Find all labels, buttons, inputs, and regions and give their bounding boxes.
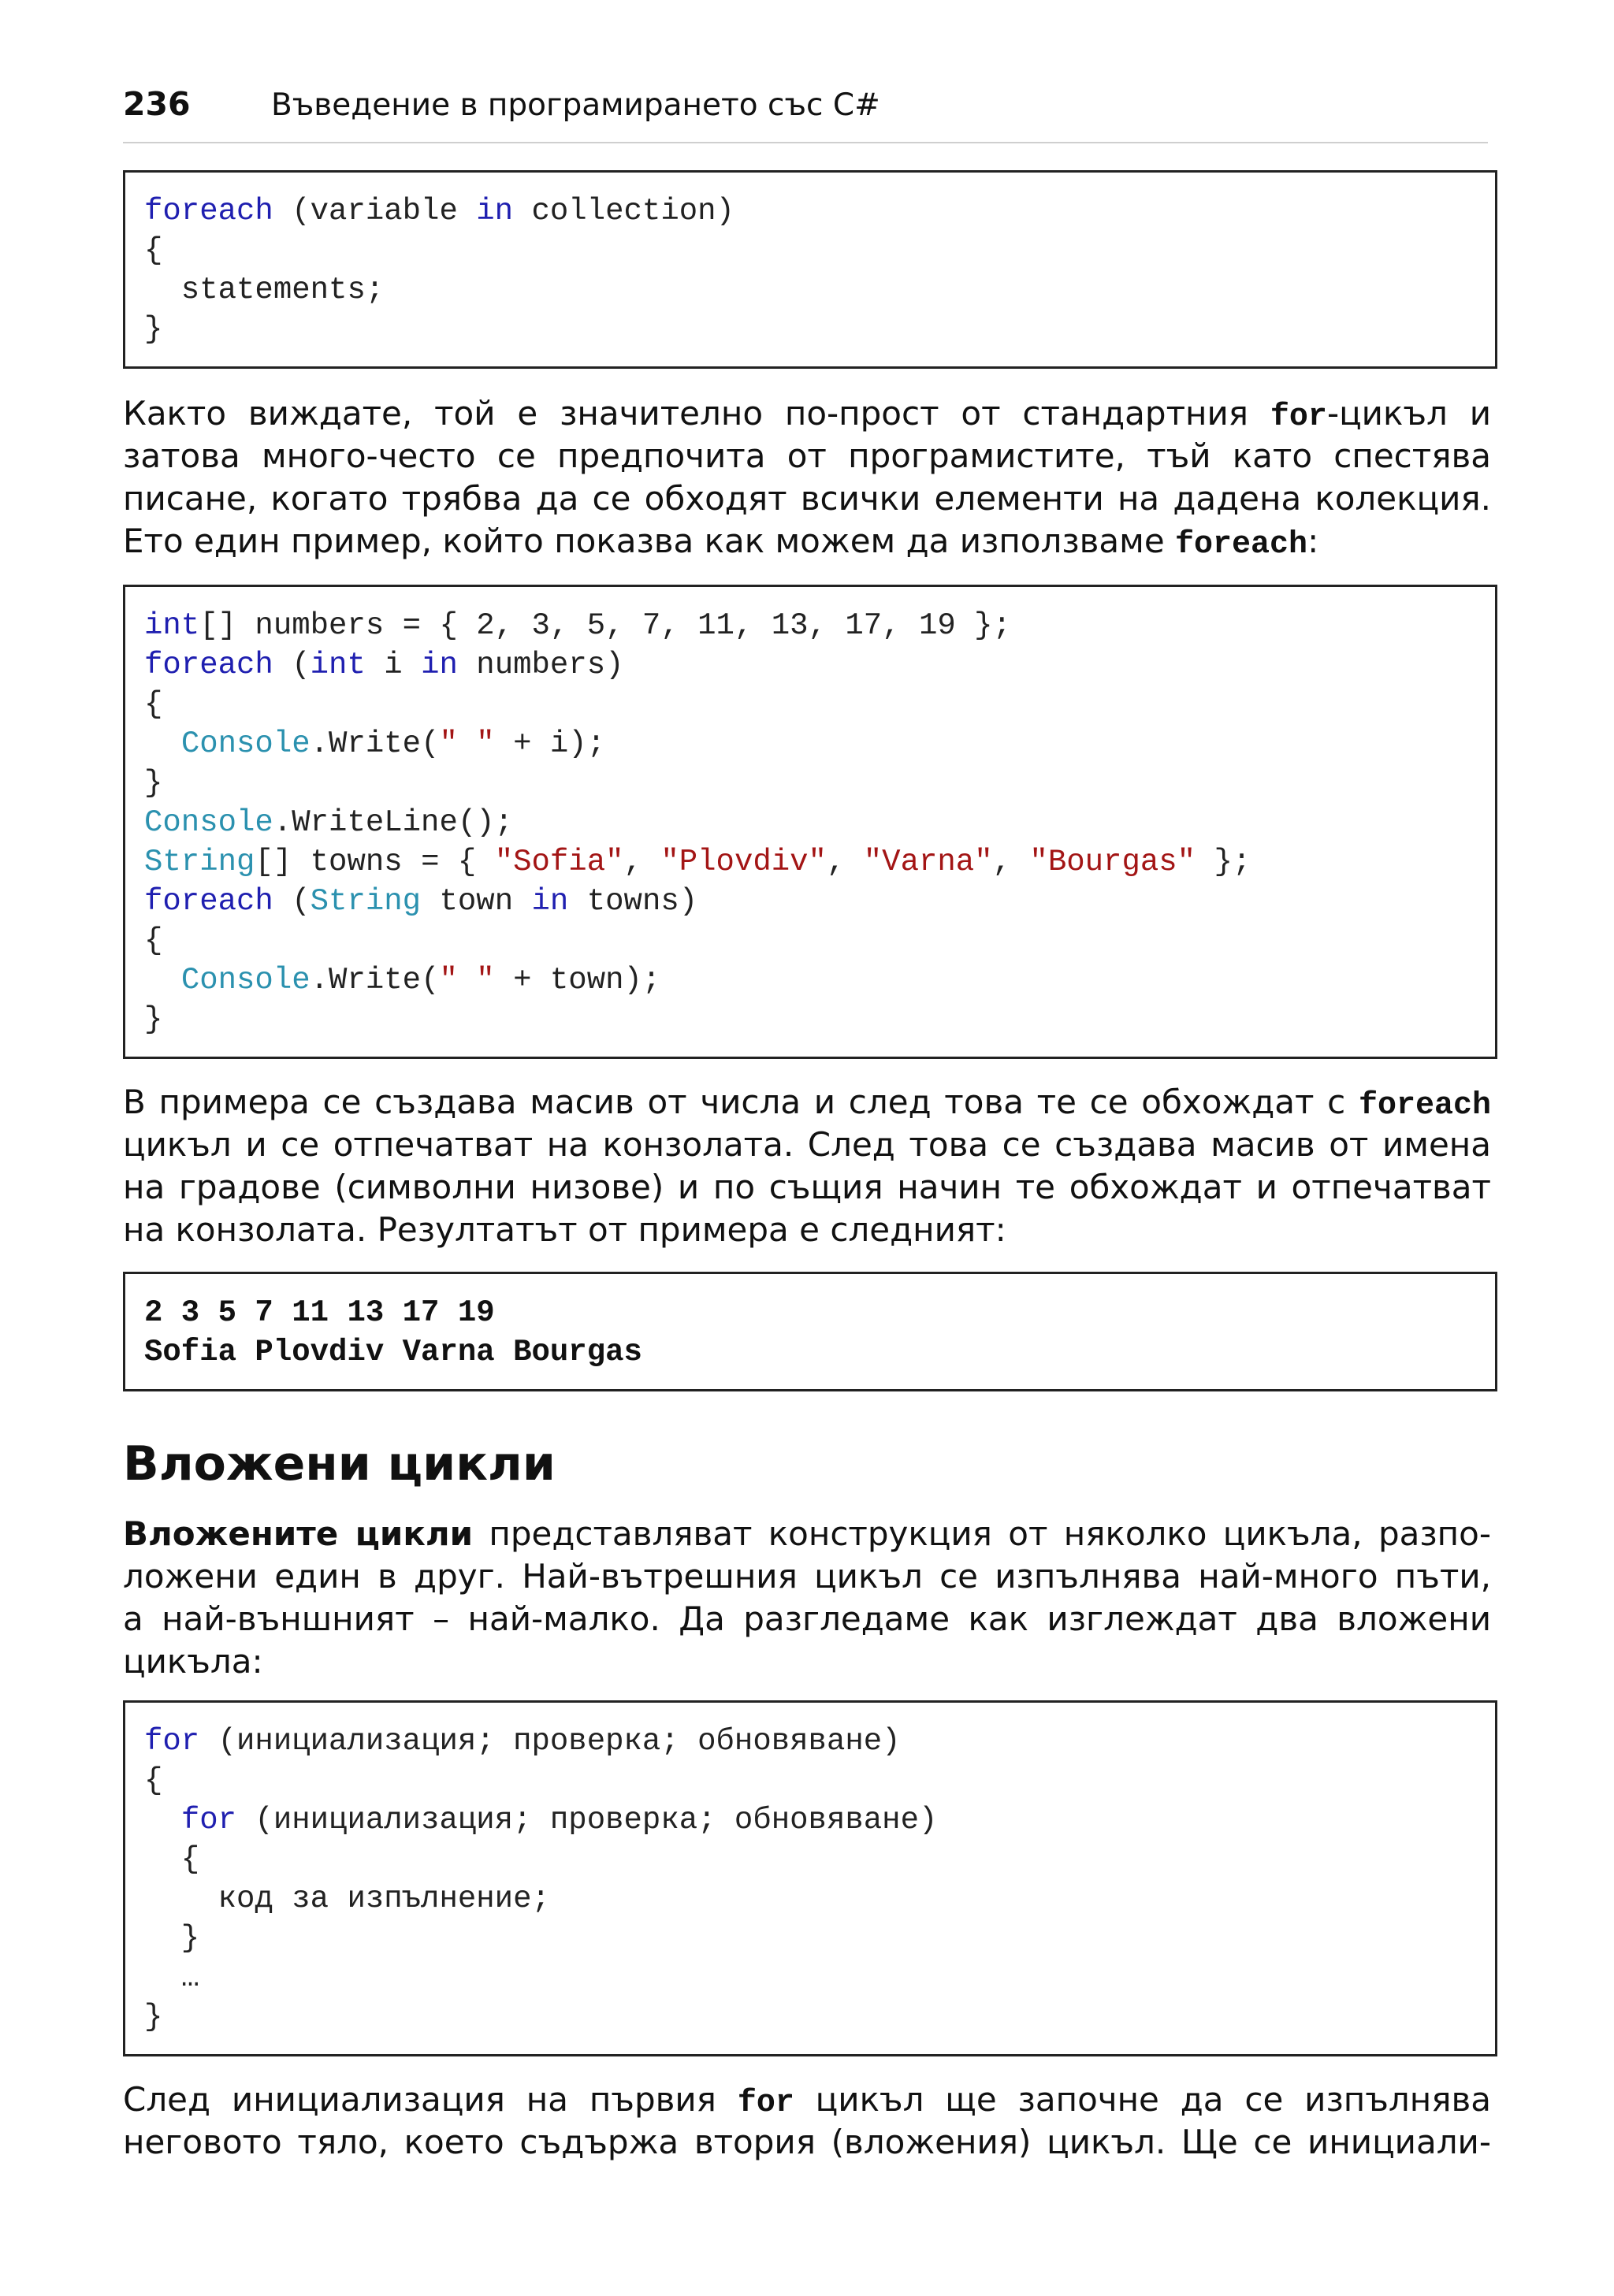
code-text: (инициализация; проверка; обновяване) [236,1803,938,1837]
code-line [144,803,513,842]
code-text: collection) [513,194,734,228]
keyword: for [144,1724,200,1759]
string-literal: "Bourgas" [1029,845,1196,879]
output-block [123,1272,1497,1391]
paragraph-line: писане, когато трябва да се обходят всички елементи на дадена колекция. [123,479,1491,518]
code-line: { [144,1763,163,1798]
paragraph-line: цикъл и се отпечатват на конзолата. След това се създава масив от имена [123,1125,1491,1164]
paragraph-line: а най-външният – най-малко. Да разгледаме как изглеждат два вложени [123,1599,1491,1638]
indent [144,726,181,761]
keyword: foreach [144,884,273,919]
code-text: (variable [273,194,477,228]
inline-code: foreach [1358,1088,1491,1124]
code-text: (инициализация; проверка; обновяване) [199,1724,901,1759]
code-line [144,606,1011,645]
code-text: town [421,884,532,919]
code-line [144,724,605,763]
text-run: Както виждате, той е значително по-прост от стандартния [123,394,1270,433]
paragraph-nested-execution [123,2079,1491,2164]
type-name: String [310,884,422,919]
running-title: Въведение в програмирането със C# [271,87,880,123]
code-line: { [144,687,163,722]
text-run: цикъл ще започне да се изпълнява [794,2080,1491,2119]
keyword: for [180,1803,237,1837]
type-name: String [144,845,255,879]
paragraph-line: ложени един в друг. Най-вътрешния цикъл се изпълнява най-много пъти, [123,1557,1491,1596]
code-line: { [144,923,163,958]
indent [144,1803,181,1837]
code-line: } [144,1921,200,1956]
code-line: код за изпълнение; [144,1882,550,1916]
code-text: ( [273,884,311,919]
paragraph-nested-loops [123,1513,1491,1683]
code-line [144,645,624,685]
code-text: numbers) [457,648,624,682]
string-literal: " " [439,963,495,998]
paragraph-line: на конзолата. Резултатът от примера е следният: [123,1210,1006,1249]
type-name: Console [180,963,311,998]
code-line: } [144,2000,163,2034]
code-text: .Write( [310,963,440,998]
keyword: int [144,608,200,643]
paragraph-line: затова много-често се предпочита от програмистите, тъй като спестява [123,437,1491,475]
code-text: , [992,845,1030,879]
keyword: foreach [144,194,273,228]
code-block-foreach-syntax [123,170,1497,369]
code-text: }; [1196,845,1251,879]
type-name: Console [180,726,311,761]
code-text: .WriteLine(); [273,805,514,840]
paragraph-line: на градове (символни низове) и по същия начин те обхождат и отпечатват [123,1168,1491,1206]
code-block-nested-for [123,1700,1497,2056]
bold-term: Вложените цикли [123,1514,474,1553]
inline-code: for [1270,399,1327,435]
paragraph-foreach-intro [123,392,1491,563]
code-line [144,1800,937,1840]
output-line: 2 3 5 7 11 13 17 19 [144,1295,495,1330]
section-heading: Вложени цикли [123,1436,556,1492]
text-run: Ето един пример, който показва как можем да използваме [123,522,1176,560]
text-run: В примера се създава масив от числа и след това те се обхождат с [123,1083,1359,1121]
code-line [144,842,1251,882]
code-line [144,191,734,231]
code-text: + town); [494,963,661,998]
output-line: Sofia Plovdiv Varna Bourgas [144,1335,642,1369]
type-name: Console [144,805,273,840]
code-line: statements; [144,273,385,307]
keyword: in [421,648,458,682]
code-block-foreach-example [123,585,1497,1059]
paragraph-line: неговото тяло, което съдържа втория (вложения) цикъл. Ще се инициали- [123,2123,1491,2161]
code-line [144,882,697,921]
code-text: towns) [568,884,698,919]
code-text: i [365,648,422,682]
indent [144,963,181,998]
text-run: След инициализация на първия [123,2080,738,2119]
code-line: { [144,1842,200,1877]
text-run: -цикъл и [1326,394,1492,433]
string-literal: " " [439,726,495,761]
code-line: } [144,312,163,347]
code-line [144,960,660,1000]
code-text: [] numbers = { 2, 3, 5, 7, 11, 13, 17, 19 }; [199,608,1011,643]
string-literal: "Sofia" [494,845,624,879]
code-line: } [144,766,163,801]
code-text: + i); [494,726,606,761]
code-text: , [826,845,864,879]
string-literal: "Varna" [863,845,993,879]
code-text: ( [273,648,311,682]
paragraph-line [123,392,1491,435]
string-literal: "Plovdiv" [660,845,827,879]
code-line [144,1722,901,1761]
code-line: } [144,1002,163,1037]
paragraph-line [123,520,1491,563]
code-line: … [144,1960,200,1995]
code-line: { [144,233,163,268]
keyword: in [476,194,514,228]
paragraph-example-explanation [123,1081,1491,1251]
paragraph-line [123,1513,1491,1555]
text-run: : [1307,522,1319,560]
keyword: in [531,884,569,919]
code-text: [] towns = { [255,845,495,879]
paragraph-line [123,1081,1491,1124]
text-run: представляват конструкция от няколко цикъла, разпо- [473,1514,1491,1553]
keyword: int [310,648,366,682]
inline-code: foreach [1175,527,1308,563]
keyword: foreach [144,648,273,682]
inline-code: for [737,2086,794,2121]
code-text: .Write( [310,726,440,761]
paragraph-line: цикъла: [123,1642,263,1681]
page-number: 236 [123,85,191,123]
code-text: , [623,845,661,879]
page-header [123,85,1488,143]
paragraph-line [123,2079,1491,2121]
